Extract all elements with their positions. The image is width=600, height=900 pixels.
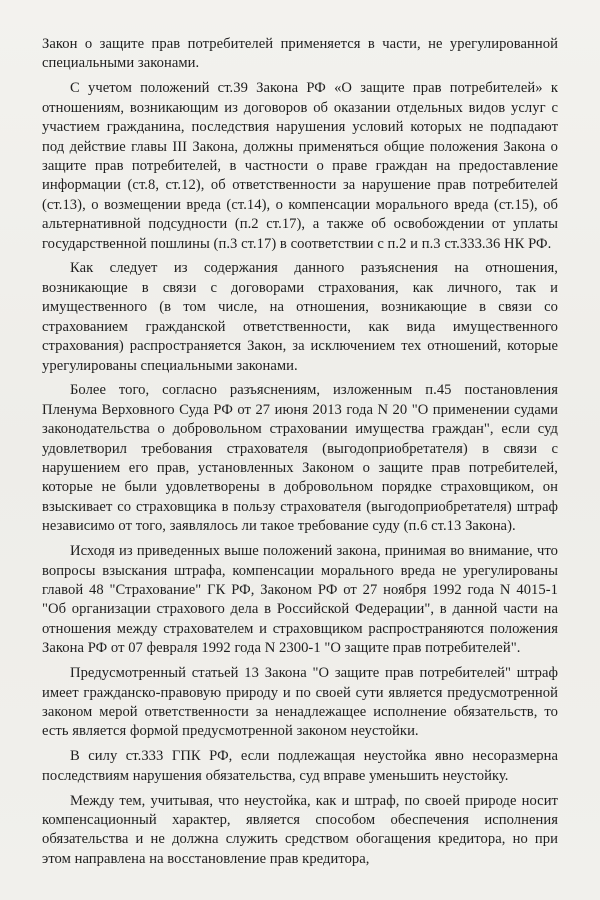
paragraph-article-39: С учетом положений ст.39 Закона РФ «О защите прав потребителей» к отношениям, возникающим из договоров об оказании отдельных видов услуг с участием гражданина, последствия нарушения условий которых не подпадают под действие главы III Закона, должны применяться общие положения Закона о защите прав потребителей, в частности о праве граждан на предоставление информации (ст.8, ст.12), об ответственности за нарушение прав потребителей (ст.13), о возмещении вреда (ст.14), о компенсации морального вреда (ст.15), об альтернативной подсудности (п.2 ст.17), а также об освобождении от уплаты государственной пошлины (п.3 ст.17) в соответствии с п.2 и п.3 ст.333.36 НК РФ. <box>42 80 558 252</box>
paragraph-plenum-clarification: Более того, согласно разъяснениям, изложенным п.45 постановления Пленума Верховного Суда РФ от 27 июня 2013 года N 20 "О применении судами законодательства о добровольном страховании имущества граждан", если суд удовлетворил требования страхователя (выгодоприобретателя) в связи с нарушением его прав, установленных Законом о защите прав потребителей, которые не были удовлетворены в добровольном порядке страховщиком, он взыскивает со страховщика в пользу страхователя (выгодоприобретателя) штраф независимо от того, заявлялось ли такое требование суду (п.6 ст.13 Закона). <box>42 382 558 535</box>
paragraph-article-13-fine: Предусмотренный статьей 13 Закона "О защите прав потребителей" штраф имеет гражданско-правовую природу и по своей сути является предусмотренной законом мерой ответственности за ненадлежащее исполнение обязательств, то есть является формой предусмотренной законом неустойки. <box>42 665 558 740</box>
paragraph-insurance-relations: Как следует из содержания данного разъяснения на отношения, возникающие в связи с договорами страхования, как личного, так и имущественного (в том числе, на отношения, возникающие в связи со страхованием гражданской ответственности, как вида имущественного страхования) распространяется Закон, за исключением тех отношений, которые урегулированы специальными законами. <box>42 260 558 374</box>
document-body <box>42 35 558 869</box>
paragraph-article-333: В силу ст.333 ГПК РФ, если подлежащая неустойка явно несоразмерна последствиям нарушения обязательства, суд вправе уменьшить неустойку. <box>42 748 558 784</box>
paragraph-penalty-nature: Между тем, учитывая, что неустойка, как и штраф, по своей природе носит компенсационный характер, является способом обеспечения исполнения обязательства и не должна служить средством обогащения кредитора, но при этом направлена на восстановление прав кредитора, <box>42 792 558 867</box>
paragraph-fine-compensation: Исходя из приведенных выше положений закона, принимая во внимание, что вопросы взыскания штрафа, компенсации морального вреда не урегулированы главой 48 "Страхование" ГК РФ, Законом РФ от 27 ноября 1992 года N 4015-1 "Об организации страхового дела в Российской Федерации", в данной части на отношения между страхователем и страховщиком распространяются положения Закона РФ от 07 февраля 1992 года N 2300-1 "О защите прав потребителей". <box>42 543 558 657</box>
paragraph-consumer-law-scope: Закон о защите прав потребителей применяется в части, не урегулированной специальными законами. <box>42 36 558 72</box>
